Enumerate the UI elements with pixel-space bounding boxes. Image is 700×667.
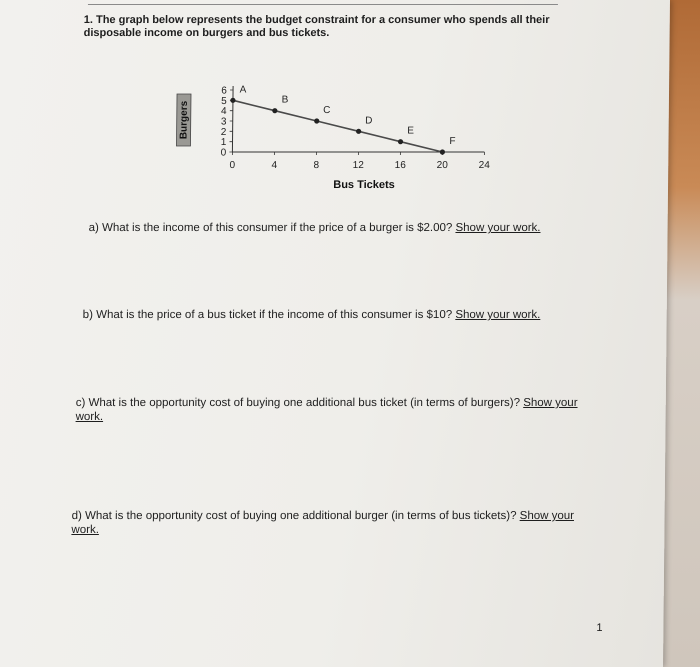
question-d-text: d) What is the opportunity cost of buying one additional burger (in terms of bus tickets)? (71, 510, 520, 522)
question-c-text: c) What is the opportunity cost of buying one additional bus ticket (in terms of burgers)? (75, 397, 524, 409)
y-tick-label: 2 (220, 126, 227, 138)
point-f-marker (440, 149, 445, 154)
point-e-marker (398, 139, 403, 144)
question-a-text: a) What is the income of this consumer if the price of a burger is $2.00? (88, 222, 456, 234)
point-d-marker (356, 129, 361, 134)
x-tick-label: 8 (313, 160, 320, 171)
point-d-label: D (365, 115, 373, 127)
x-tick-label: 20 (436, 160, 448, 171)
point-b-marker (272, 108, 277, 113)
y-tick-label: 3 (220, 116, 227, 128)
y-tick-label: 1 (220, 137, 227, 149)
question-b (83, 308, 563, 322)
y-tick-label: 6 (221, 85, 227, 97)
budget-constraint-chart (168, 72, 499, 207)
x-tick-label: 16 (394, 160, 406, 171)
x-tick-label: 12 (352, 160, 364, 171)
page-number: 1 (596, 622, 603, 634)
question-c (76, 396, 586, 424)
question-d (71, 509, 591, 537)
question-c-show-work: Show your work. (75, 397, 578, 423)
question-b-text: b) What is the price of a bus ticket if the income of this consumer is $10? (82, 309, 456, 321)
y-tick-label: 5 (221, 95, 227, 107)
y-tick-label: 4 (220, 106, 227, 118)
question-a-show-work: Show your work. (455, 222, 541, 234)
point-c-label: C (323, 105, 331, 116)
question-title: 1. The graph below represents the budget constraint for a consumer who spends all their disposable income on burgers and bus tickets. (83, 14, 550, 39)
point-f-label: F (449, 136, 456, 147)
point-a-marker (230, 98, 235, 103)
point-c-marker (314, 118, 319, 123)
point-b-label: B (281, 94, 289, 106)
question-b-show-work: Show your work. (455, 309, 541, 321)
y-axis-label: Burgers (178, 100, 190, 140)
x-tick-label: 0 (229, 160, 236, 171)
question-d-show-work: Show your work. (71, 510, 575, 536)
x-tick-label: 4 (271, 160, 278, 171)
chart-svg (168, 72, 499, 207)
x-axis-label: Bus Tickets (333, 179, 395, 191)
top-rule (88, 4, 558, 5)
y-axis (232, 86, 233, 152)
y-tick-label: 0 (220, 147, 227, 159)
question-a (89, 221, 559, 235)
point-e-label: E (407, 125, 415, 137)
x-tick-label: 24 (478, 160, 490, 171)
point-a-label: A (239, 84, 247, 96)
